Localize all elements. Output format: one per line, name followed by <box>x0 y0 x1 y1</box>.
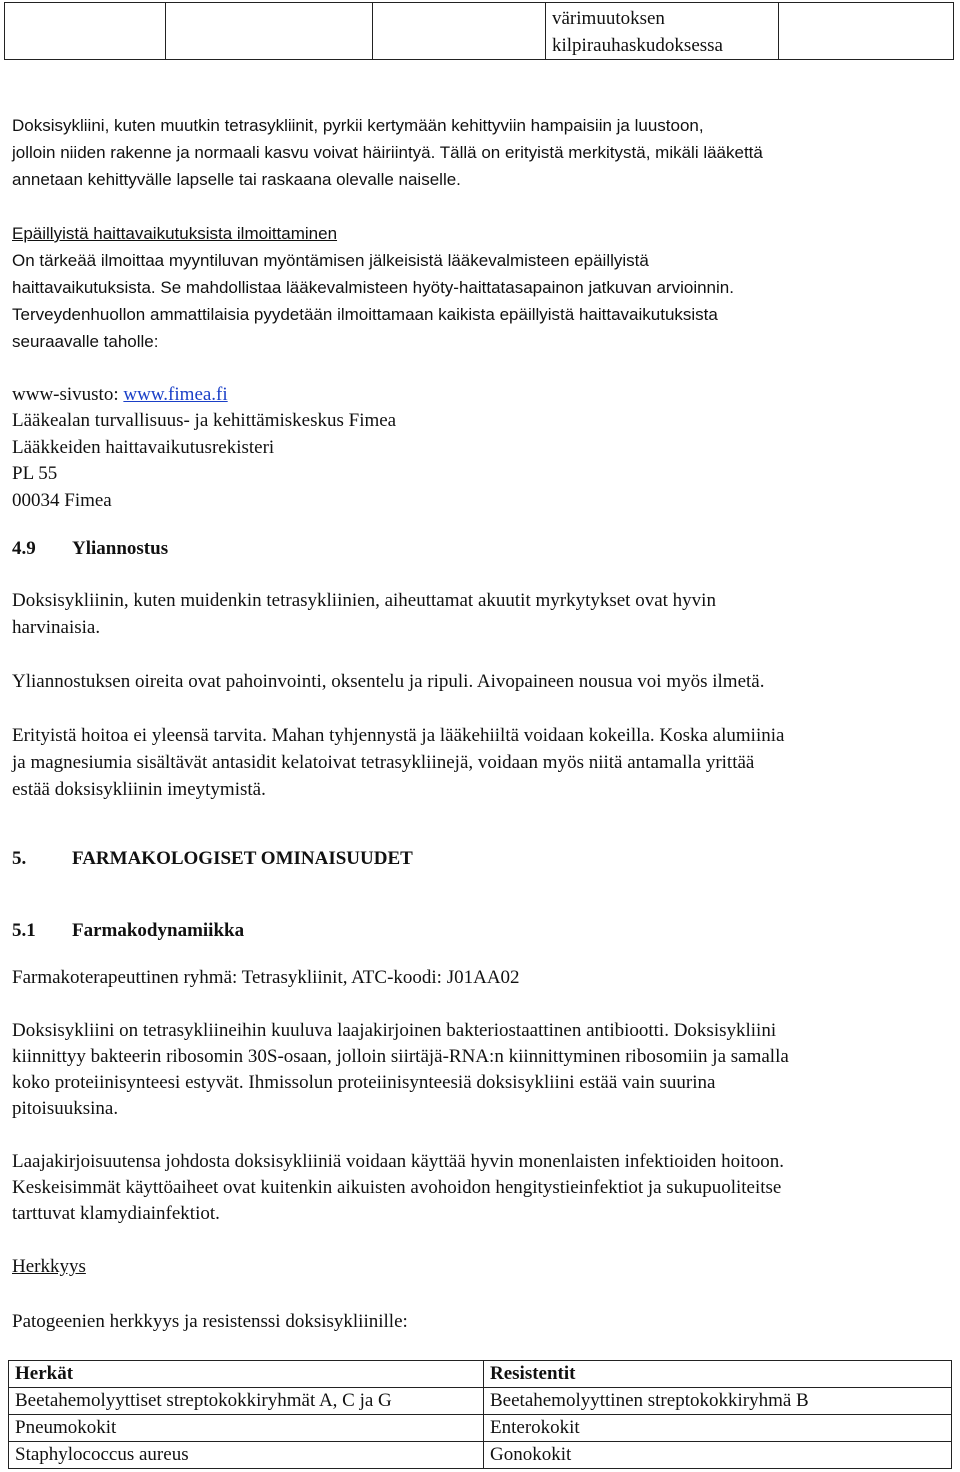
table-cell: Beetahemolyyttinen streptokokkiryhmä B <box>484 1388 952 1415</box>
sensitivity-heading-text: Herkkyys <box>12 1256 86 1277</box>
table-cell: Beetahemolyyttiset streptokokkiryhmät A, C ja G <box>9 1388 484 1415</box>
overdose-treatment-line: estää doksisykliinin imeytymistä. <box>12 779 266 800</box>
fimea-link[interactable]: www.fimea.fi <box>123 384 228 405</box>
table-row <box>9 1415 952 1442</box>
address-line: PL 55 <box>12 463 58 484</box>
sensitivity-heading <box>12 1256 940 1278</box>
atc-line: Farmakoterapeuttinen ryhmä: Tetrasykliinit, ATC-koodi: J01AA02 <box>12 967 520 988</box>
table-cell <box>779 3 954 60</box>
overdose-treatment-line: Erityistä hoitoa ei yleensä tarvita. Mahan tyhjennystä ja lääkehiiltä voidaan kokeilla. Koska alumiinia <box>12 725 785 746</box>
address-line: Lääkkeiden haittavaikutusrekisteri <box>12 437 275 458</box>
overdose-symptoms: Yliannostuksen oireita ovat pahoinvointi, oksentelu ja ripuli. Aivopaineen nousua voi myös ilmetä. <box>12 671 765 692</box>
section-heading-4-9 <box>12 538 940 560</box>
top-table-fragment <box>4 2 954 60</box>
cell-text <box>552 3 772 59</box>
section-heading-5-1 <box>12 920 940 942</box>
table-row <box>5 3 954 60</box>
section-title: FARMAKOLOGISET OMINAISUUDET <box>72 848 413 869</box>
table-row <box>9 1388 952 1415</box>
overdose-para-line: harvinaisia. <box>12 617 101 638</box>
reporting-line: haittavaikutuksista. Se mahdollistaa lääkevalmisteen hyöty-haittatasapainon jatkuvan arvioinnin. <box>12 278 734 297</box>
section-heading-5 <box>12 848 940 870</box>
table-row <box>9 1442 952 1469</box>
header-resistant: Resistentit <box>484 1361 952 1388</box>
reporting-title-text: Epäillyistä haittavaikutuksista ilmoittaminen <box>12 224 338 243</box>
section-title: Farmakodynamiikka <box>72 920 245 941</box>
table-cell <box>166 3 373 60</box>
section-number: 4.9 <box>12 538 36 559</box>
website-line <box>12 384 940 406</box>
header-sensitive: Herkät <box>9 1361 484 1388</box>
table-cell: Staphylococcus aureus <box>9 1442 484 1469</box>
table-header-row <box>9 1361 952 1388</box>
table-cell <box>546 3 779 60</box>
pharmacodynamics-line: Doksisykliini on tetrasykliineihin kuuluva laajakirjoinen bakteriostaattinen antibiootti. Doksisykliini <box>12 1020 777 1041</box>
website-label: www-sivusto: <box>12 384 124 405</box>
reporting-line: seuraavalle taholle: <box>12 332 159 351</box>
overdose-treatment-line: ja magnesiumia sisältävät antasidit kelatoivat tetrasykliinejä, voidaan myös niitä antamalla yrittää <box>12 752 755 773</box>
table-cell: Pneumokokit <box>9 1415 484 1442</box>
table-cell: Enterokokit <box>484 1415 952 1442</box>
cell-line: värimuutoksen <box>552 8 665 29</box>
indication-line: tarttuvat klamydiainfektiot. <box>12 1203 220 1224</box>
overdose-para-line: Doksisykliinin, kuten muidenkin tetrasykliinien, aiheuttamat akuutit myrkytykset ovat hyvin <box>12 590 716 611</box>
indication-line: Laajakirjoisuutensa johdosta doksisykliiniä voidaan käyttää hyvin monenlaisten infektioiden hoitoon. <box>12 1151 784 1172</box>
pharmacodynamics-line: koko proteiinisynteesi estyvät. Ihmissolun proteiinisynteesiä doksisykliini estää vain suurina <box>12 1072 716 1093</box>
section-number: 5.1 <box>12 920 36 941</box>
table-cell <box>5 3 166 60</box>
reporting-line: On tärkeää ilmoittaa myyntiluvan myöntämisen jälkeisistä lääkevalmisteen epäillyistä <box>12 251 649 270</box>
pharmacodynamics-line: kiinnittyy bakteerin ribosomin 30S-osaan, jolloin siirtäjä-RNA:n kiinnittyminen ribosomiin ja samalla <box>12 1046 789 1067</box>
address-line: 00034 Fimea <box>12 490 112 511</box>
cell-line: kilpirauhaskudoksessa <box>552 35 723 56</box>
growth-para-line: Doksisykliini, kuten muutkin tetrasykliinit, pyrkii kertymään kehittyviin hampaisiin ja luustoon, <box>12 116 704 135</box>
section-title: Yliannostus <box>72 538 169 559</box>
address-line: Lääkealan turvallisuus- ja kehittämiskeskus Fimea <box>12 410 397 431</box>
pharmacodynamics-line: pitoisuuksina. <box>12 1098 119 1119</box>
growth-para-line: jolloin niiden rakenne ja normaali kasvu voivat häiriintyä. Tällä on erityistä merkitystä, mikäli lääkettä <box>12 143 763 162</box>
sensitivity-intro: Patogeenien herkkyys ja resistenssi doksisykliinille: <box>12 1311 408 1332</box>
table-cell <box>373 3 546 60</box>
reporting-line: Terveydenhuollon ammattilaisia pyydetään ilmoittamaan kaikista epäillyistä haittavaikutuksista <box>12 305 718 324</box>
section-number: 5. <box>12 848 27 869</box>
table-cell: Gonokokit <box>484 1442 952 1469</box>
reporting-title <box>12 224 940 244</box>
indication-line: Keskeisimmät käyttöaiheet ovat kuitenkin aikuisten avohoidon hengitystieinfektiot ja sukupuoliteitse <box>12 1177 782 1198</box>
growth-para-line: annetaan kehittyvälle lapselle tai raskaana olevalle naiselle. <box>12 170 461 189</box>
sensitivity-table <box>8 1360 952 1469</box>
